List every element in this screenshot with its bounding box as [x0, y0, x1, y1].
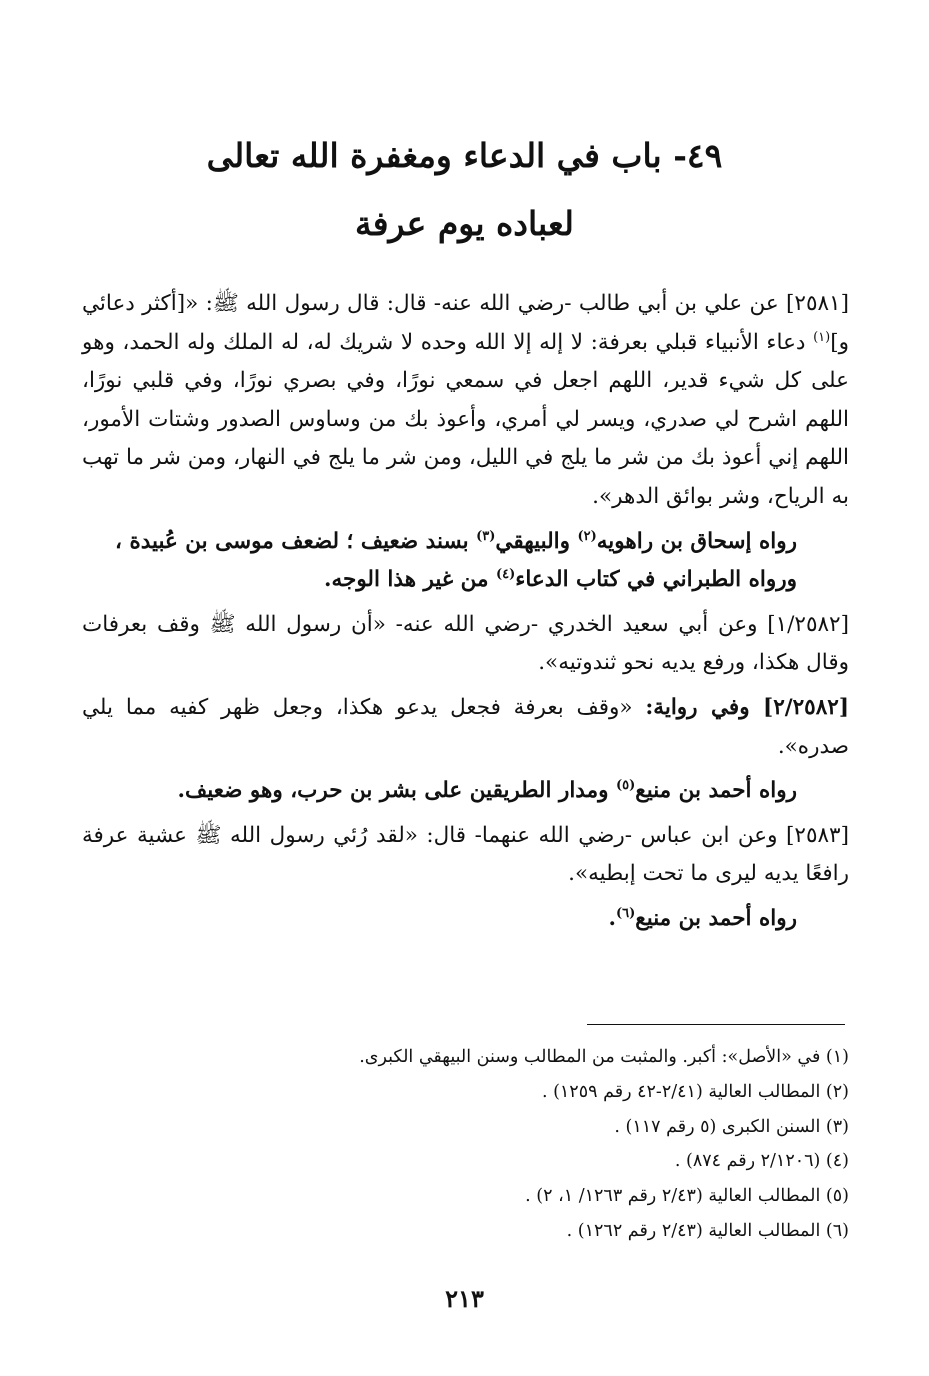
source-text: رواه إسحاق بن راهويه: [596, 528, 797, 554]
hadith-text: دعاء الأنبياء قبلي بعرفة: لا إله إلا الله وحده لا شريك له، له الملك وله الحمد، وهو على كل شيء قدير، اللهم اجعل في سمعي نورًا، وفي بصري نورًا، وفي قلبي نورًا، اللهم اشرح لي صدري، ويسر لي أمري، وأعوذ بك من وساوس الصدور وشتات الأمور، اللهم إني أعوذ بك من شر ما يلج في الليل، ومن شر ما يلج في النهار، ومن شر ما تهب به الرياح، وشر بوائق الدهر».: [82, 329, 849, 509]
footnote-ref: (٤): [495, 567, 516, 582]
hadith-text: [٢٥٨١] عن علي بن أبي طالب -رضي الله عنه- قال: قال رسول الله ﷺ: «[أكثر دعائي و]: [82, 291, 849, 355]
footnote-item: (٣) السنن الكبرى (٥ رقم ١١٧) .: [614, 1116, 849, 1137]
source-note: [82, 772, 849, 811]
hadith-text: [١/٢٥٨٢] وعن أبي سعيد الخدري -رضي الله عنه- «أن رسول الله ﷺ وقف بعرفات وقال هكذا، ورفع يديه نحو ثندوتيه».: [82, 611, 849, 676]
main-text: [82, 285, 849, 945]
source-text: والبيهقي: [495, 528, 578, 554]
footnote-item: (٦) المطالب العالية (٢/٤٣ رقم ١٢٦٢) .: [566, 1220, 849, 1241]
footnote-ref: (٢): [577, 528, 597, 544]
chapter-title-line-1: ٤٩- باب في الدعاء ومغفرة الله تعالى: [206, 136, 723, 175]
footnote-ref: (٣): [476, 528, 496, 544]
source-text: من غير هذا الوجه.: [324, 567, 496, 593]
source-text: رواه أحمد بن منيع: [635, 905, 797, 931]
footnote-ref: (٥): [615, 777, 636, 793]
chapter-title-line-2: لعباده يوم عرفة: [355, 204, 574, 243]
hadith-2582-1: [82, 606, 849, 683]
hadith-2581: [82, 285, 849, 517]
hadith-text: «وقف بعرفة فجعل يدعو هكذا، وجعل ظهر كفيه مما يلي صدره».: [82, 694, 849, 759]
footnote-item: (٢) المطالب العالية (٢/٤١-٤٢ رقم ١٢٥٩) .: [541, 1081, 849, 1102]
hadith-2583: [82, 817, 849, 894]
footnote-item: (٤) (٢/١٢٠٦ رقم ٨٧٤) .: [674, 1151, 849, 1172]
source-text: رواه أحمد بن منيع: [635, 778, 797, 804]
source-note: [82, 523, 849, 600]
footnote-item: (١) في «الأصل»: أكبر. والمثبت من المطالب وسنن البيهقي الكبرى.: [359, 1047, 849, 1067]
footnotes-list: [82, 1040, 849, 1249]
source-text: ومدار الطريقين على بشر بن حرب، وهو ضعيف.: [177, 778, 616, 804]
page-number: ٢١٣: [445, 1284, 484, 1313]
hadith-text: [٢٥٨٣] وعن ابن عباس -رضي الله عنهما- قال: «لقد رُئي رسول الله ﷺ عشية عرفة رافعًا يديه ليرى ما تحت إبطيه».: [82, 822, 849, 887]
narration-label: [٢/٢٥٨٢] وفي رواية:: [645, 694, 849, 720]
footnote-item: (٥) المطالب العالية (٢/٤٣ رقم ١٢٦٣/ ١، ٢) .: [525, 1186, 849, 1207]
footnote-divider: [587, 1024, 845, 1025]
source-text: بسند ضعيف ؛ لضعف موسى بن عُبيدة ، ورواه الطبراني في كتاب الدعاء: [115, 528, 797, 593]
source-text: .: [608, 905, 616, 931]
source-note: [82, 900, 849, 939]
hadith-2582-2: [82, 689, 849, 766]
footnote-ref: (١): [813, 329, 831, 345]
footnote-ref: (٦): [615, 905, 636, 921]
